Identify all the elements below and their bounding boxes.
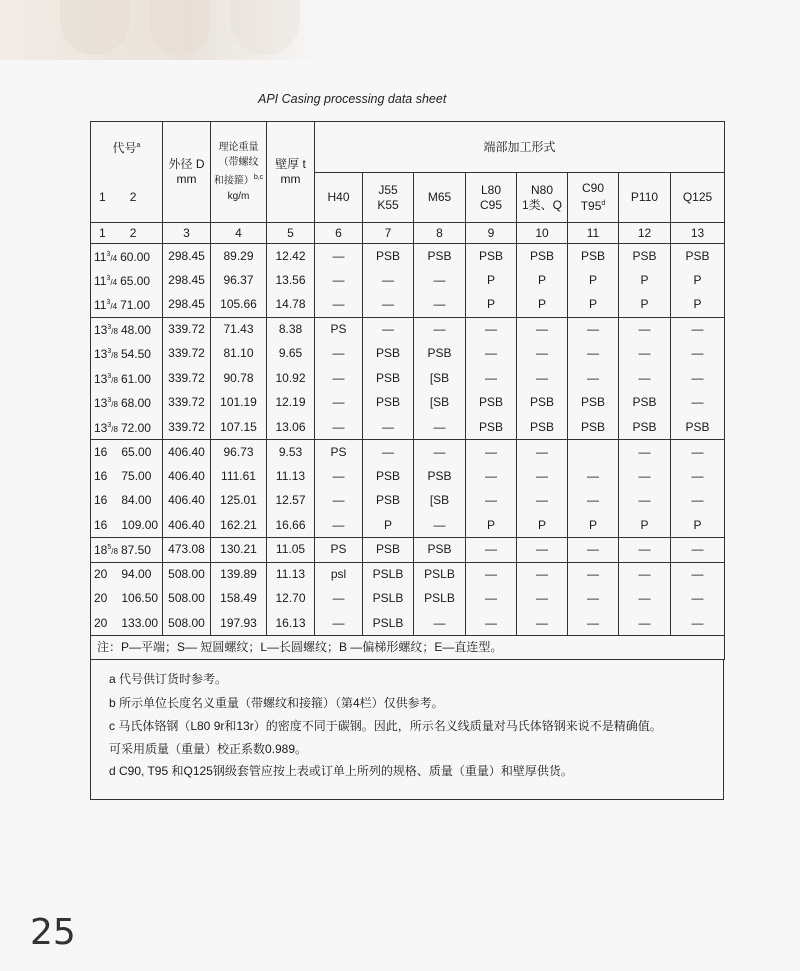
end-type-7: — bbox=[671, 611, 725, 636]
end-type-5: — bbox=[568, 464, 619, 489]
footnote-d: d C90, T95 和Q125钢级套管应按上表或订单上所列的规格、质量（重量）和壁厚供货。 bbox=[109, 764, 573, 778]
table-row bbox=[91, 415, 725, 440]
end-type-1: PSB bbox=[363, 489, 414, 514]
table-row bbox=[91, 489, 725, 514]
nominal-weight: 111.61 bbox=[211, 464, 267, 489]
grade-header-5: C90 T95$^d$ bbox=[568, 173, 619, 223]
end-type-4: PSB bbox=[517, 415, 568, 440]
table-row bbox=[91, 317, 725, 342]
end-type-7: — bbox=[671, 440, 725, 465]
end-type-5: P bbox=[568, 293, 619, 318]
wall-thickness: 16.13 bbox=[267, 611, 315, 636]
table-row bbox=[91, 513, 725, 538]
end-type-3: — bbox=[466, 538, 517, 563]
nominal-weight: 71.43 bbox=[211, 317, 267, 342]
end-type-6: — bbox=[619, 366, 671, 391]
end-type-7: — bbox=[671, 464, 725, 489]
end-type-0: — bbox=[315, 293, 363, 318]
end-type-5: — bbox=[568, 562, 619, 587]
nominal-weight: 125.01 bbox=[211, 489, 267, 514]
wall-thickness: 12.57 bbox=[267, 489, 315, 514]
end-type-4: — bbox=[517, 464, 568, 489]
end-type-1: — bbox=[363, 440, 414, 465]
end-type-6: — bbox=[619, 611, 671, 636]
end-type-2: [SB bbox=[414, 391, 466, 416]
end-type-4: PSB bbox=[517, 244, 568, 269]
grade-header-6: P110 bbox=[619, 173, 671, 223]
nominal-weight: 139.89 bbox=[211, 562, 267, 587]
end-type-6: P bbox=[619, 513, 671, 538]
end-type-6: — bbox=[619, 464, 671, 489]
nominal-weight: 162.21 bbox=[211, 513, 267, 538]
header-end-types: 端部加工形式 bbox=[315, 122, 725, 173]
size-code: $13^3/8$ 72.00 bbox=[91, 415, 163, 440]
end-type-2: — bbox=[414, 611, 466, 636]
wall-thickness: 13.56 bbox=[267, 268, 315, 293]
end-type-0: — bbox=[315, 489, 363, 514]
size-code: $13^3/8$ 68.00 bbox=[91, 391, 163, 416]
end-type-2: [SB bbox=[414, 366, 466, 391]
end-type-2: PSLB bbox=[414, 562, 466, 587]
grade-header-0: H40 bbox=[315, 173, 363, 223]
nominal-weight: 90.78 bbox=[211, 366, 267, 391]
end-type-1: — bbox=[363, 268, 414, 293]
header-weight: 理论重量 （带螺纹 和接箍）$^{b,c}$ kg/m bbox=[211, 122, 267, 223]
end-type-2: PSB bbox=[414, 244, 466, 269]
grade-header-1: J55 K55 bbox=[363, 173, 414, 223]
size-code: $11^3/4$ 71.00 bbox=[91, 293, 163, 318]
end-type-4: — bbox=[517, 366, 568, 391]
grade-header-2: M65 bbox=[414, 173, 466, 223]
end-type-4: — bbox=[517, 611, 568, 636]
end-type-3: — bbox=[466, 611, 517, 636]
grade-header-7: Q125 bbox=[671, 173, 725, 223]
nominal-weight: 107.15 bbox=[211, 415, 267, 440]
end-type-0: — bbox=[315, 244, 363, 269]
table-row bbox=[91, 268, 725, 293]
end-type-7: — bbox=[671, 489, 725, 514]
wall-thickness: 11.13 bbox=[267, 562, 315, 587]
wall-thickness: 13.06 bbox=[267, 415, 315, 440]
outer-diameter: 298.45 bbox=[163, 293, 211, 318]
end-type-5: P bbox=[568, 513, 619, 538]
col-number-13: 13 bbox=[671, 223, 725, 244]
table-row bbox=[91, 611, 725, 636]
outer-diameter: 473.08 bbox=[163, 538, 211, 563]
size-code: $13^3/8$ 48.00 bbox=[91, 317, 163, 342]
end-type-1: PSLB bbox=[363, 562, 414, 587]
nominal-weight: 197.93 bbox=[211, 611, 267, 636]
end-type-1: PSB bbox=[363, 244, 414, 269]
end-type-0: — bbox=[315, 611, 363, 636]
end-type-6: — bbox=[619, 489, 671, 514]
end-type-2: — bbox=[414, 415, 466, 440]
col-number-7: 7 bbox=[363, 223, 414, 244]
outer-diameter: 406.40 bbox=[163, 513, 211, 538]
end-type-3: — bbox=[466, 562, 517, 587]
end-type-6: — bbox=[619, 538, 671, 563]
wall-thickness: 12.19 bbox=[267, 391, 315, 416]
footnotes-box bbox=[90, 660, 724, 800]
end-type-1: PSLB bbox=[363, 587, 414, 612]
nominal-weight: 81.10 bbox=[211, 342, 267, 367]
end-type-6: PSB bbox=[619, 415, 671, 440]
end-type-4: — bbox=[517, 538, 568, 563]
nominal-weight: 89.29 bbox=[211, 244, 267, 269]
end-type-2: — bbox=[414, 293, 466, 318]
end-type-5: P bbox=[568, 268, 619, 293]
end-type-1: PSLB bbox=[363, 611, 414, 636]
end-type-0: — bbox=[315, 587, 363, 612]
header-od: 外径 D mm bbox=[163, 122, 211, 223]
outer-diameter: 339.72 bbox=[163, 317, 211, 342]
size-code: $18^5/8$ 87.50 bbox=[91, 538, 163, 563]
end-type-6: — bbox=[619, 440, 671, 465]
page-number: 25 bbox=[30, 912, 76, 953]
end-type-0: PS bbox=[315, 538, 363, 563]
end-type-1: PSB bbox=[363, 342, 414, 367]
wall-thickness: 16.66 bbox=[267, 513, 315, 538]
end-type-7: P bbox=[671, 513, 725, 538]
end-type-5: — bbox=[568, 587, 619, 612]
end-type-5: — bbox=[568, 489, 619, 514]
col-number-5: 5 bbox=[267, 223, 315, 244]
size-code: 16 84.00 bbox=[91, 489, 163, 514]
end-type-2: PSLB bbox=[414, 587, 466, 612]
outer-diameter: 298.45 bbox=[163, 244, 211, 269]
end-type-2: PSB bbox=[414, 538, 466, 563]
end-type-5: — bbox=[568, 317, 619, 342]
col-number-6: 6 bbox=[315, 223, 363, 244]
wall-thickness: 12.42 bbox=[267, 244, 315, 269]
col-number-12: 12 bbox=[619, 223, 671, 244]
nominal-weight: 158.49 bbox=[211, 587, 267, 612]
col-number-3: 3 bbox=[163, 223, 211, 244]
table-row bbox=[91, 366, 725, 391]
end-type-3: — bbox=[466, 366, 517, 391]
size-code: 20 106.50 bbox=[91, 587, 163, 612]
end-type-3: P bbox=[466, 293, 517, 318]
end-type-7: — bbox=[671, 538, 725, 563]
size-code: 20 133.00 bbox=[91, 611, 163, 636]
outer-diameter: 508.00 bbox=[163, 562, 211, 587]
nominal-weight: 130.21 bbox=[211, 538, 267, 563]
end-type-4: P bbox=[517, 268, 568, 293]
end-type-6: PSB bbox=[619, 391, 671, 416]
end-type-6: — bbox=[619, 342, 671, 367]
casing-data-table bbox=[90, 121, 725, 660]
wall-thickness: 8.38 bbox=[267, 317, 315, 342]
end-type-3: P bbox=[466, 513, 517, 538]
wall-thickness: 11.13 bbox=[267, 464, 315, 489]
end-type-6: — bbox=[619, 587, 671, 612]
table-row bbox=[91, 440, 725, 465]
end-type-0: — bbox=[315, 391, 363, 416]
end-type-1: — bbox=[363, 293, 414, 318]
table-row bbox=[91, 562, 725, 587]
end-type-2: — bbox=[414, 268, 466, 293]
end-type-5: — bbox=[568, 366, 619, 391]
end-type-2: PSB bbox=[414, 464, 466, 489]
nominal-weight: 101.19 bbox=[211, 391, 267, 416]
end-type-5 bbox=[568, 440, 619, 465]
end-type-3: — bbox=[466, 464, 517, 489]
footnote-a: a 代号供订货时参考。 bbox=[109, 672, 228, 686]
end-type-0: PS bbox=[315, 317, 363, 342]
end-type-0: — bbox=[315, 513, 363, 538]
end-type-4: — bbox=[517, 489, 568, 514]
outer-diameter: 339.72 bbox=[163, 415, 211, 440]
end-type-6: — bbox=[619, 562, 671, 587]
outer-diameter: 508.00 bbox=[163, 611, 211, 636]
end-type-7: — bbox=[671, 317, 725, 342]
end-type-4: — bbox=[517, 342, 568, 367]
col-number-8: 8 bbox=[414, 223, 466, 244]
outer-diameter: 339.72 bbox=[163, 391, 211, 416]
end-type-0: — bbox=[315, 366, 363, 391]
size-code: 16 109.00 bbox=[91, 513, 163, 538]
end-type-6: PSB bbox=[619, 244, 671, 269]
end-type-3: PSB bbox=[466, 391, 517, 416]
end-type-3: P bbox=[466, 268, 517, 293]
outer-diameter: 406.40 bbox=[163, 489, 211, 514]
col-number-9: 9 bbox=[466, 223, 517, 244]
end-type-6: — bbox=[619, 317, 671, 342]
table-row bbox=[91, 538, 725, 563]
size-code: $13^3/8$ 61.00 bbox=[91, 366, 163, 391]
end-type-4: P bbox=[517, 293, 568, 318]
end-type-5: PSB bbox=[568, 415, 619, 440]
size-code: 16 65.00 bbox=[91, 440, 163, 465]
end-type-7: — bbox=[671, 342, 725, 367]
end-type-3: — bbox=[466, 317, 517, 342]
end-type-4: PSB bbox=[517, 391, 568, 416]
table-row bbox=[91, 342, 725, 367]
col-number-4: 4 bbox=[211, 223, 267, 244]
end-type-0: — bbox=[315, 415, 363, 440]
end-type-5: PSB bbox=[568, 244, 619, 269]
end-type-1: — bbox=[363, 317, 414, 342]
outer-diameter: 406.40 bbox=[163, 464, 211, 489]
end-type-5: — bbox=[568, 538, 619, 563]
sheet-title: API Casing processing data sheet bbox=[258, 92, 447, 106]
end-type-1: PSB bbox=[363, 391, 414, 416]
end-type-7: P bbox=[671, 268, 725, 293]
size-code: $13^3/8$ 54.50 bbox=[91, 342, 163, 367]
end-type-7: — bbox=[671, 562, 725, 587]
end-type-7: — bbox=[671, 366, 725, 391]
outer-diameter: 298.45 bbox=[163, 268, 211, 293]
end-type-2: — bbox=[414, 513, 466, 538]
legend-note: 注：P—平端；S— 短圆螺纹；L—长圆螺纹；B —偏梯形螺纹；E—直连型。 bbox=[91, 636, 725, 660]
header-wall: 壁厚 t mm bbox=[267, 122, 315, 223]
end-type-7: — bbox=[671, 391, 725, 416]
end-type-7: PSB bbox=[671, 244, 725, 269]
wall-thickness: 9.65 bbox=[267, 342, 315, 367]
end-type-7: PSB bbox=[671, 415, 725, 440]
grade-header-3: L80 C95 bbox=[466, 173, 517, 223]
size-code: 20 94.00 bbox=[91, 562, 163, 587]
size-code: $11^3/4$ 65.00 bbox=[91, 268, 163, 293]
col-number-10: 10 bbox=[517, 223, 568, 244]
end-type-2: PSB bbox=[414, 342, 466, 367]
end-type-1: PSB bbox=[363, 538, 414, 563]
end-type-3: — bbox=[466, 440, 517, 465]
col-number-11: 11 bbox=[568, 223, 619, 244]
footnote-b: b 所示单位长度名义重量（带螺纹和接箍）（第4栏）仅供参考。 bbox=[109, 696, 444, 710]
end-type-6: P bbox=[619, 293, 671, 318]
end-type-1: — bbox=[363, 415, 414, 440]
end-type-2: — bbox=[414, 440, 466, 465]
col-number-1-2: 1 2 bbox=[91, 223, 163, 244]
end-type-4: — bbox=[517, 562, 568, 587]
end-type-1: PSB bbox=[363, 366, 414, 391]
end-type-3: PSB bbox=[466, 415, 517, 440]
size-code: $11^3/4$ 60.00 bbox=[91, 244, 163, 269]
end-type-7: — bbox=[671, 587, 725, 612]
outer-diameter: 406.40 bbox=[163, 440, 211, 465]
decorative-banner bbox=[0, 0, 800, 60]
table-row bbox=[91, 587, 725, 612]
wall-thickness: 11.05 bbox=[267, 538, 315, 563]
end-type-1: PSB bbox=[363, 464, 414, 489]
end-type-0: PS bbox=[315, 440, 363, 465]
end-type-4: — bbox=[517, 440, 568, 465]
end-type-7: P bbox=[671, 293, 725, 318]
end-type-3: — bbox=[466, 342, 517, 367]
footnote-c: c 马氏体铬钢（L80 9r和13r）的密度不同于碳钢。因此，所示名义线质量对马氏体铬钢来说不是精确值。 bbox=[109, 719, 662, 733]
end-type-6: P bbox=[619, 268, 671, 293]
table-row bbox=[91, 464, 725, 489]
wall-thickness: 12.70 bbox=[267, 587, 315, 612]
header-sub-code: 1 2 bbox=[91, 173, 163, 223]
end-type-2: — bbox=[414, 317, 466, 342]
end-type-5: — bbox=[568, 342, 619, 367]
end-type-4: — bbox=[517, 317, 568, 342]
end-type-0: — bbox=[315, 268, 363, 293]
outer-diameter: 508.00 bbox=[163, 587, 211, 612]
wall-thickness: 10.92 bbox=[267, 366, 315, 391]
nominal-weight: 96.73 bbox=[211, 440, 267, 465]
end-type-3: — bbox=[466, 489, 517, 514]
outer-diameter: 339.72 bbox=[163, 342, 211, 367]
end-type-2: [SB bbox=[414, 489, 466, 514]
end-type-0: psl bbox=[315, 562, 363, 587]
table-row bbox=[91, 244, 725, 269]
end-type-4: — bbox=[517, 587, 568, 612]
end-type-0: — bbox=[315, 464, 363, 489]
end-type-3: PSB bbox=[466, 244, 517, 269]
outer-diameter: 339.72 bbox=[163, 366, 211, 391]
end-type-5: — bbox=[568, 611, 619, 636]
footnote-c-cont: 可采用质量（重量）校正系数0.989。 bbox=[109, 742, 308, 756]
end-type-1: P bbox=[363, 513, 414, 538]
table-row bbox=[91, 391, 725, 416]
nominal-weight: 96.37 bbox=[211, 268, 267, 293]
end-type-0: — bbox=[315, 342, 363, 367]
nominal-weight: 105.66 bbox=[211, 293, 267, 318]
end-type-4: P bbox=[517, 513, 568, 538]
header-code: 代号$^a$ bbox=[91, 122, 163, 173]
end-type-5: PSB bbox=[568, 391, 619, 416]
grade-header-4: N80 1类、Q bbox=[517, 173, 568, 223]
table-row bbox=[91, 293, 725, 318]
wall-thickness: 9.53 bbox=[267, 440, 315, 465]
end-type-3: — bbox=[466, 587, 517, 612]
wall-thickness: 14.78 bbox=[267, 293, 315, 318]
size-code: 16 75.00 bbox=[91, 464, 163, 489]
